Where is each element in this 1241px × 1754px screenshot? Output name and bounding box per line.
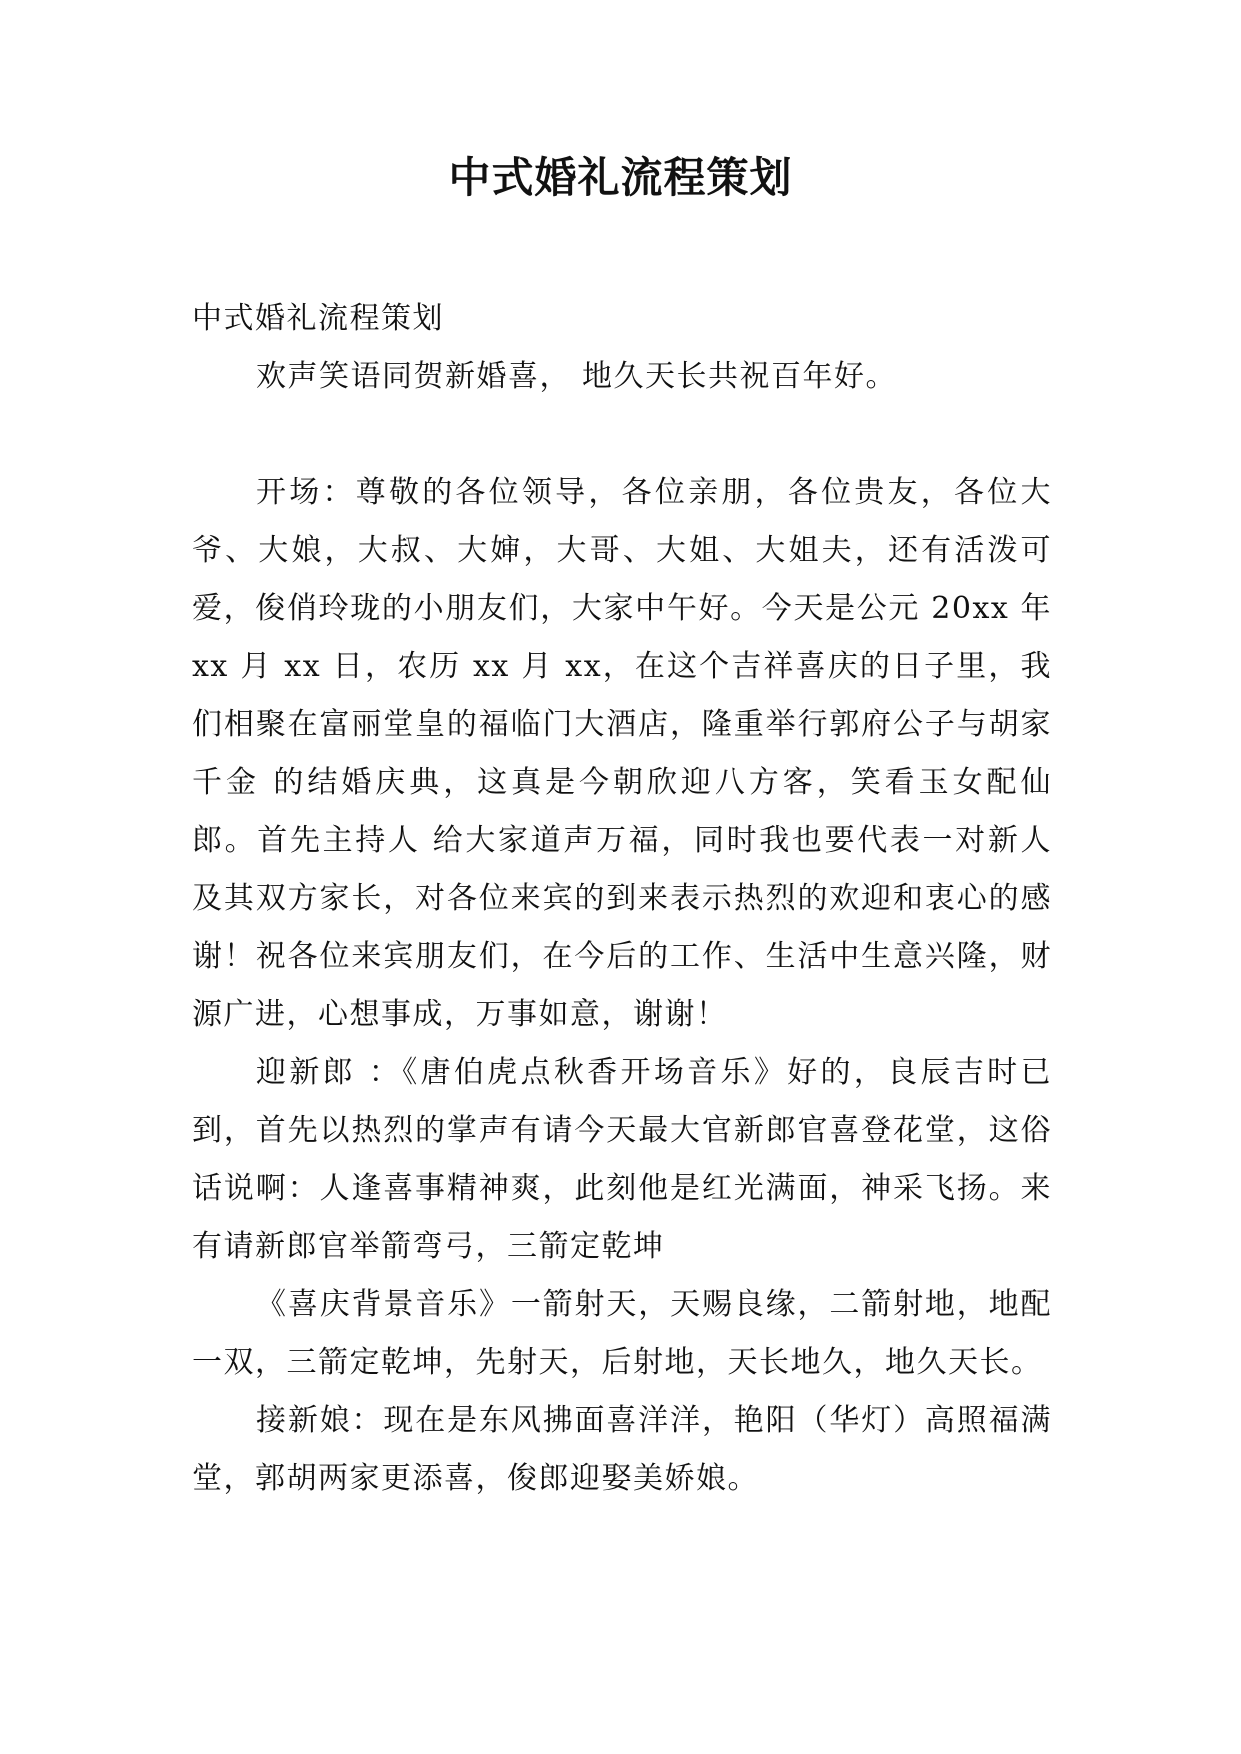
opening-paragraph: 开场：尊敬的各位领导，各位亲朋，各位贵友，各位大爷、大娘，大叔、大婶，大哥、大姐、大姐夫，还有活泼可爱，俊俏玲珑的小朋友们，大家中午好。今天是公元 20xx 年 xx 月 xx 日，农历 xx 月 xx，在这个吉祥喜庆的日子里，我们相聚在富丽堂皇的福临门大酒店，隆重举行郭府公子与胡家千金 的结婚庆典，这真是今朝欣迎八方客，笑看玉女配仙郎。首先主持人 给大家道声万福，同时我也要代表一对新人及其双方家长，对各位来宾的到来表示热烈的欢迎和衷心的感谢！祝各位来宾朋友们，在今后的工作、生活中生意兴隆，财源广进，心想事成，万事如意，谢谢！ xyxy=(192,475,1052,1032)
document-body xyxy=(192,290,1052,1508)
welcome-groom-paragraph: 迎新郎 ：《唐伯虎点秋香开场音乐》好的，良辰吉时已到，首先以热烈的掌声有请今天最大官新郎官喜登花堂，这俗话说啊：人逢喜事精神爽，此刻他是红光满面，神采飞扬。来有请新郎官举箭弯弓，三箭定乾坤 xyxy=(192,1055,1052,1264)
document-subtitle: 中式婚礼流程策划 xyxy=(192,301,444,336)
paragraph-spacer xyxy=(192,406,1052,464)
blessing-line: 欢声笑语同贺新婚喜， 地久天长共祝百年好。 xyxy=(256,359,898,394)
document-title: 中式婚礼流程策划 xyxy=(448,153,793,202)
arrows-paragraph: 《喜庆背景音乐》一箭射天，天赐良缘，二箭射地，地配一双，三箭定乾坤，先射天，后射地，天长地久，地久天长。 xyxy=(192,1287,1052,1380)
receive-bride-paragraph: 接新娘：现在是东风拂面喜洋洋，艳阳（华灯）高照福满堂，郭胡两家更添喜，俊郎迎娶美娇娘。 xyxy=(192,1403,1052,1496)
